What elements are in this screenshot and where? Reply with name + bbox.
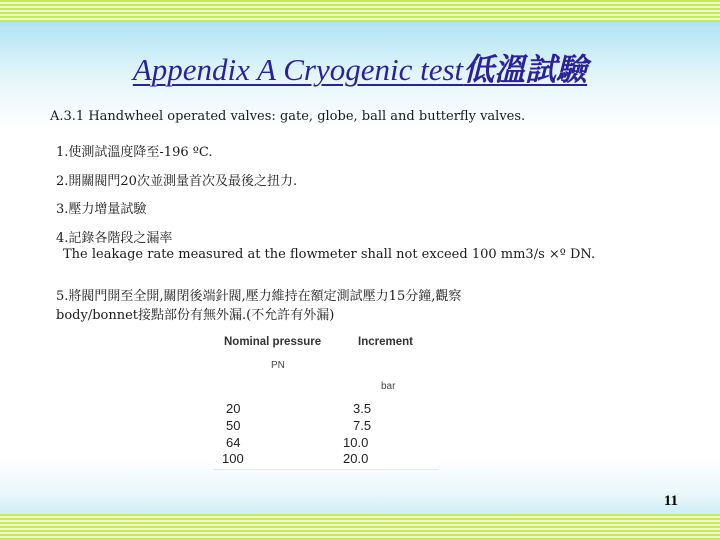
page-number: 11 bbox=[663, 493, 678, 509]
intro-line: A.3.1 Handwheel operated valves: gate, globe, ball and butterfly valves. bbox=[50, 109, 526, 124]
list-item: 3.壓力增量試驗 bbox=[56, 202, 147, 217]
item-5-line-1: 5.將閥門開至全開,關閉後端針閥,壓力維持在額定測試壓力15分鐘,觀察 bbox=[56, 289, 462, 304]
table-cell-pn: 20 bbox=[226, 401, 241, 416]
top-decorative-band bbox=[0, 0, 720, 22]
table-cell-pn: 50 bbox=[226, 418, 241, 433]
list-item: 4.記錄各階段之漏率 bbox=[56, 231, 173, 246]
col-header-nominal-pressure: Nominal pressure bbox=[224, 336, 322, 348]
slide-title bbox=[0, 44, 720, 89]
bottom-decorative-band bbox=[0, 514, 720, 540]
pressure-increment-table bbox=[213, 330, 439, 470]
table-cell-increment: 20.0 bbox=[343, 451, 369, 466]
item-5-line-2: body/bonnet接點部份有無外漏.(不允許有外漏) bbox=[56, 308, 335, 323]
table-cell-pn: 100 bbox=[222, 451, 244, 466]
title-latin: Appendix A Cryogenic test bbox=[132, 52, 464, 87]
list-item: 1.使測試溫度降至-196 ºC. bbox=[56, 145, 213, 160]
title-cjk: 低溫試驗 bbox=[463, 52, 588, 87]
unit-pn: PN bbox=[271, 360, 285, 371]
table-cell-increment: 3.5 bbox=[353, 401, 372, 416]
list-item: 2.開關閥門20次並測量首次及最後之扭力. bbox=[56, 174, 298, 189]
col-header-increment: Increment bbox=[358, 336, 413, 348]
unit-bar: bar bbox=[381, 381, 396, 392]
table-cell-increment: 10.0 bbox=[343, 435, 369, 450]
table-cell-pn: 64 bbox=[226, 435, 241, 450]
table-cell-increment: 7.5 bbox=[353, 418, 372, 433]
leakage-requirement: The leakage rate measured at the flowmeter shall not exceed 100 mm3/s ×º DN. bbox=[63, 247, 596, 262]
